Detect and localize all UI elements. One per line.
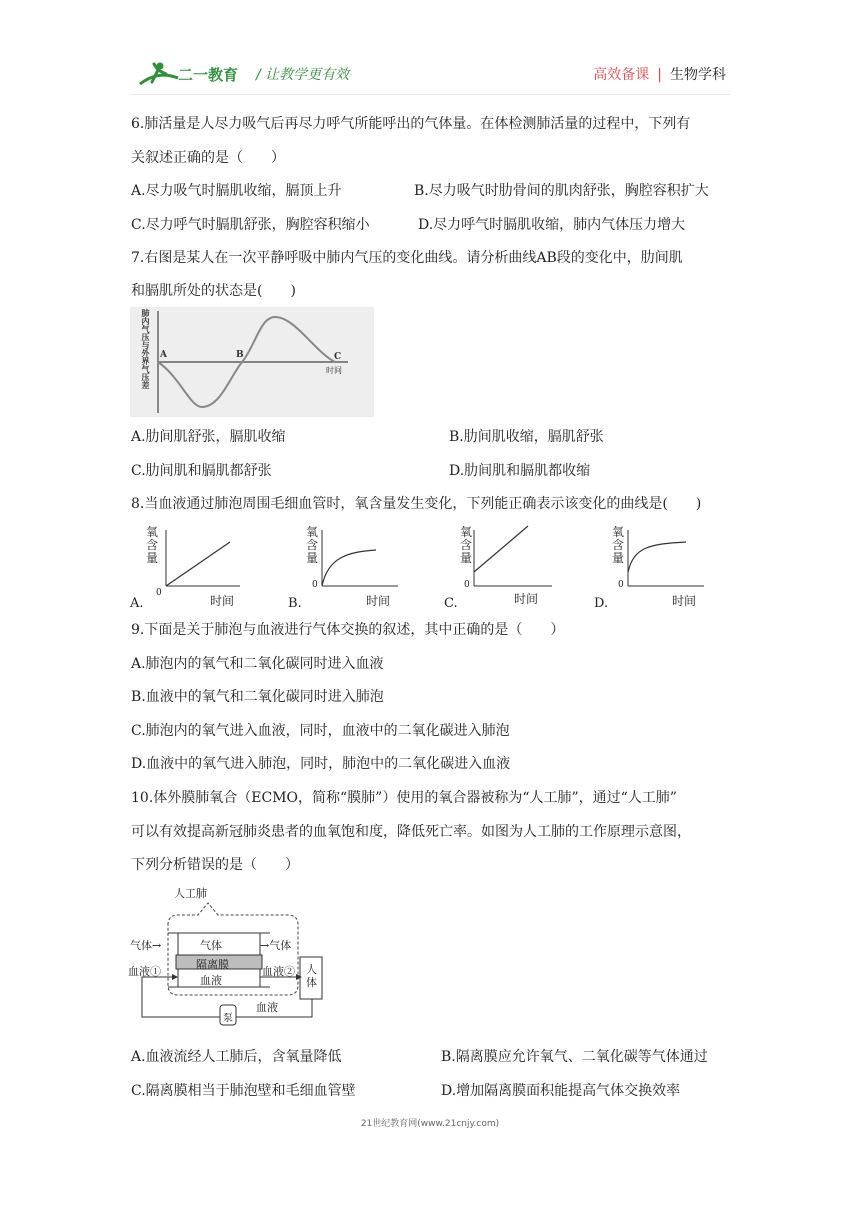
q7-stem-1: 7.右图是某人在一次平静呼吸中肺内气压的变化曲线。请分析曲线AB段的变化中，肋间肌	[131, 250, 683, 266]
q8-a-curve	[166, 542, 230, 586]
header-right	[593, 64, 726, 84]
q6-stem-2: 关叙述正确的是（ ）	[131, 150, 285, 166]
header-tag-b: 生物学科	[670, 67, 726, 83]
brand-logo	[138, 60, 258, 90]
q7-point-a: A	[160, 350, 167, 360]
q7-y-label: 肺内气压与外界气压差	[141, 309, 151, 389]
slogan: / 让教学更有效	[256, 67, 350, 83]
q7-point-c: C	[334, 352, 342, 362]
q7-option-c: C.肋间肌和膈肌都舒张	[131, 463, 272, 479]
header-divider	[130, 94, 730, 95]
q7-x-label: 时间	[326, 366, 342, 375]
q8-c-curve	[474, 526, 528, 572]
q10-stem-1: 10.体外膜肺氧合（ECMO，简称“膜肺”）使用的氧合器被称为“人工肺”，通过“人工肺”	[131, 790, 677, 806]
q9-option-d: D.血液中的氧气进入肺泡，同时，肺泡中的二氧化碳进入血液	[131, 756, 511, 772]
q8-b-label: B.	[288, 596, 302, 611]
q9-stem: 9.下面是关于肺泡与血液进行气体交换的叙述，其中正确的是（ ）	[131, 622, 565, 638]
q10-stem-3: 下列分析错误的是（ ）	[131, 857, 299, 873]
q8-c-origin: 0	[464, 580, 470, 590]
q8-c-ylabel: 氧含量	[460, 525, 473, 565]
q8-b-ylabel: 氧含量	[306, 525, 319, 565]
q8-stem: 8.当血液通过肺泡周围毛细血管时，氧含量发生变化，下列能正确表示该变化的曲线是( )	[131, 496, 702, 512]
q8-c-label: C.	[444, 596, 458, 611]
label-human: 人体	[306, 963, 317, 989]
label-gas-out: →气体	[260, 939, 292, 952]
header-tag-a: 高效备课	[593, 67, 650, 83]
header-separator: |	[657, 67, 662, 83]
q10-option-b: B.隔离膜应允许氧气、二氧化碳等气体通过	[441, 1049, 708, 1065]
q8-a-label: A.	[130, 596, 144, 611]
q8-d-curve	[628, 542, 686, 572]
q6-option-a: A.尽力吸气时膈肌收缩，膈顶上升	[131, 183, 342, 199]
q7-option-b: B.肋间肌收缩，膈肌舒张	[449, 429, 604, 445]
q6-option-c: C.尽力呼气时膈肌舒张，胸腔容积缩小	[131, 217, 370, 233]
q8-d-ylabel: 氧含量	[612, 525, 625, 565]
q7-option-d: D.肋间肌和膈肌都收缩	[449, 463, 591, 479]
q8-b-xlabel: 时间	[366, 594, 391, 608]
q8-graph-a	[130, 522, 250, 614]
q8-c-xlabel: 时间	[514, 592, 539, 606]
q6-option-b: B.尽力吸气时肋骨间的肌肉舒张，胸腔容积扩大	[414, 183, 709, 199]
q10-stem-2: 可以有效提高新冠肺炎患者的血氧饱和度，降低死亡率。如图为人工肺的工作原理示意图，	[131, 824, 691, 840]
label-membrane: 隔离膜	[196, 958, 229, 971]
label-blood-in: 血液①	[128, 965, 161, 978]
q10-option-d: D.增加隔离膜面积能提高气体交换效率	[441, 1083, 681, 1099]
q8-d-origin: 0	[618, 580, 624, 590]
q8-a-xlabel: 时间	[210, 594, 235, 608]
label-artificial-lung: 人工肺	[174, 887, 207, 900]
q7-option-a: A.肋间肌舒张，膈肌收缩	[131, 429, 286, 445]
label-blood: 血液	[200, 974, 222, 987]
q6-stem-1: 6.肺活量是人尽力吸气后再尽力呼气所能呼出的气体量。在体检测肺活量的过程中，下列有	[131, 116, 691, 132]
q8-d-xlabel: 时间	[672, 594, 697, 608]
q9-option-a: A.肺泡内的氧气和二氧化碳同时进入血液	[131, 656, 384, 672]
label-return-blood: 血液	[256, 1001, 278, 1014]
q10-ecmo-diagram	[128, 885, 338, 1030]
q10-option-c: C.隔离膜相当于肺泡壁和毛细血管壁	[131, 1083, 356, 1099]
page-header	[0, 0, 860, 100]
label-gas: 气体	[200, 939, 222, 952]
label-pump: 泵	[223, 1013, 233, 1024]
q8-graph-c	[442, 522, 562, 614]
q8-a-ylabel: 氧含量	[146, 525, 159, 565]
label-blood-out: 血液②	[262, 965, 295, 978]
brand-name: 二一教育	[178, 66, 239, 84]
q7-point-b: B	[236, 350, 244, 360]
q7-pressure-graph	[130, 307, 374, 417]
q8-d-label: D.	[594, 596, 609, 611]
q10-option-a: A.血液流经人工肺后，含氧量降低	[131, 1049, 342, 1065]
q8-a-origin: 0	[156, 588, 162, 598]
q8-graph-d	[594, 522, 714, 614]
q8-graph-b	[288, 522, 408, 614]
q9-option-b: B.血液中的氧气和二氧化碳同时进入肺泡	[131, 689, 384, 705]
q8-b-curve	[322, 550, 376, 586]
q6-option-d: D.尽力呼气时膈肌收缩，肺内气体压力增大	[418, 217, 686, 233]
q9-option-c: C.肺泡内的氧气进入血液，同时，血液中的二氧化碳进入肺泡	[131, 723, 510, 739]
label-gas-in: 气体→	[130, 939, 162, 952]
q7-stem-2: 和膈肌所处的状态是( )	[131, 283, 296, 299]
q8-b-origin: 0	[312, 580, 318, 590]
page-footer: 21世纪教育网(www.21cnjy.com)	[360, 1119, 500, 1129]
